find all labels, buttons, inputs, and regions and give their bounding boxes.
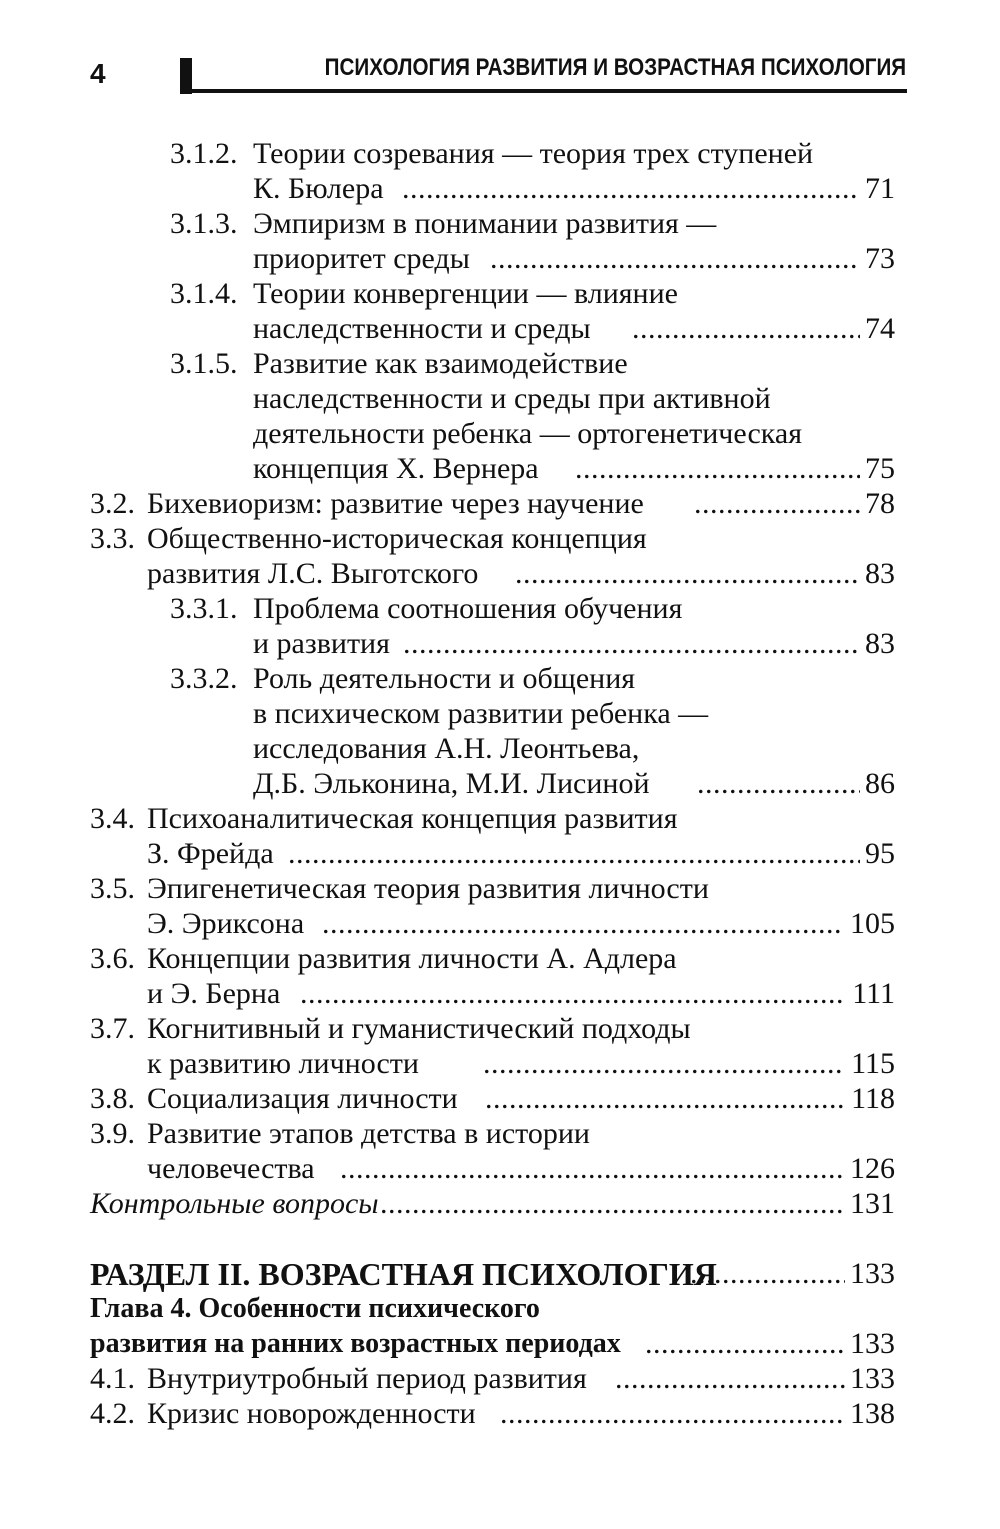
toc-number: 3.7. xyxy=(90,1012,135,1045)
toc-line xyxy=(0,557,1000,591)
page-number: 4 xyxy=(90,58,106,89)
dot-leader xyxy=(403,627,860,661)
toc-entry-3-5 xyxy=(0,872,1000,906)
toc-title-line: К. Бюлера xyxy=(253,172,384,205)
section-heading: РАЗДЕЛ II. ВОЗРАСТНАЯ ПСИХОЛОГИЯ xyxy=(90,1256,717,1292)
toc-number: 3.1.3. xyxy=(170,207,238,240)
toc-title-line: Контрольные вопросы xyxy=(90,1187,379,1220)
toc-entry-3-8 xyxy=(0,1082,1000,1116)
toc-page: 131 xyxy=(850,1187,895,1220)
toc-number: 3.9. xyxy=(90,1117,135,1150)
dot-leader xyxy=(690,1257,845,1291)
toc-title-line: Концепции развития личности А. Адлера xyxy=(147,942,677,975)
toc-line xyxy=(0,382,1000,416)
dot-leader xyxy=(490,242,860,276)
toc-number: 3.6. xyxy=(90,942,135,975)
toc-title-line: Когнитивный и гуманистический подходы xyxy=(147,1012,691,1045)
toc-number: 3.3.1. xyxy=(170,592,238,625)
chapter-heading: Глава 4. Особенности психического xyxy=(90,1293,540,1324)
dot-leader xyxy=(288,837,860,871)
toc-number: 3.1.4. xyxy=(170,277,238,310)
toc-page: 133 xyxy=(850,1327,895,1360)
toc-entry-chapter-4 xyxy=(0,1292,1000,1326)
toc-entry-section-2 xyxy=(0,1257,1000,1291)
dot-leader xyxy=(380,1187,845,1221)
toc-entry-3-3-1 xyxy=(0,592,1000,626)
toc-title-line: приоритет среды xyxy=(253,242,470,275)
toc-title-line: и Э. Берна xyxy=(147,977,281,1010)
toc-page: 111 xyxy=(852,977,895,1010)
dot-leader xyxy=(632,312,860,346)
toc-line xyxy=(0,837,1000,871)
toc-entry-4-2 xyxy=(0,1397,1000,1431)
header-rule xyxy=(180,89,907,93)
toc-title-line: деятельности ребенка — ортогенетическая xyxy=(253,417,803,450)
toc-title-line: развития Л.С. Выготского xyxy=(147,557,479,590)
toc-number: 3.3.2. xyxy=(170,662,238,695)
chapter-heading: развития на ранних возрастных периодах xyxy=(90,1328,621,1359)
toc-entry-4-1 xyxy=(0,1362,1000,1396)
toc-entry-3-6 xyxy=(0,942,1000,976)
dot-leader xyxy=(694,487,860,521)
toc-page: 78 xyxy=(865,487,895,520)
toc-line xyxy=(0,452,1000,486)
toc-title-line: исследования А.Н. Леонтьева, xyxy=(253,732,640,765)
toc-entry-3-4 xyxy=(0,802,1000,836)
toc-title-line: Э. Эриксона xyxy=(147,907,305,940)
toc-line xyxy=(0,627,1000,661)
dot-leader xyxy=(300,977,845,1011)
toc-title-line: наследственности и среды при активной xyxy=(253,382,771,415)
toc-entry-3-3-2 xyxy=(0,662,1000,696)
toc-line xyxy=(0,1152,1000,1186)
toc-page: 95 xyxy=(865,837,895,870)
running-title: ПСИХОЛОГИЯ РАЗВИТИЯ И ВОЗРАСТНАЯ ПСИХОЛОГИЯ xyxy=(324,54,906,81)
toc-entry-3-2 xyxy=(0,487,1000,521)
toc-number: 3.4. xyxy=(90,802,135,835)
toc-entry-3-7 xyxy=(0,1012,1000,1046)
toc-page: 75 xyxy=(865,452,895,485)
toc-number: 3.1.5. xyxy=(170,347,238,380)
toc-title-line: к развитию личности xyxy=(147,1047,419,1080)
toc-page: 133 xyxy=(850,1257,895,1290)
dot-leader xyxy=(483,1047,845,1081)
toc-title-line: Психоаналитическая концепция развития xyxy=(147,802,678,835)
toc-entry-3-1-2 xyxy=(0,137,1000,171)
toc-line xyxy=(0,172,1000,206)
toc-title-line: З. Фрейда xyxy=(147,837,274,870)
toc-page: 86 xyxy=(865,767,895,800)
dot-leader xyxy=(322,907,844,941)
dot-leader xyxy=(402,172,860,206)
toc-title-line: Внутриутробный период развития xyxy=(147,1362,587,1395)
toc-line xyxy=(0,767,1000,801)
dot-leader xyxy=(615,1362,845,1396)
toc-line xyxy=(0,1327,1000,1361)
toc-title-line: Общественно-историческая концепция xyxy=(147,522,647,555)
toc-line xyxy=(0,242,1000,276)
toc-number: 4.1. xyxy=(90,1362,135,1395)
toc-title-line: Эпигенетическая теория развития личности xyxy=(147,872,709,905)
dot-leader xyxy=(340,1152,845,1186)
toc-number: 3.3. xyxy=(90,522,135,555)
toc-title-line: Проблема соотношения обучения xyxy=(253,592,683,625)
toc-line xyxy=(0,312,1000,346)
toc-line xyxy=(0,732,1000,766)
toc-entry-3-1-5 xyxy=(0,347,1000,381)
toc-page: 71 xyxy=(865,172,895,205)
toc-title-line: Теории конвергенции — влияние xyxy=(253,277,678,310)
toc-entry-3-1-4 xyxy=(0,277,1000,311)
toc-page: 83 xyxy=(865,557,895,590)
dot-leader xyxy=(575,452,860,486)
toc-page: 105 xyxy=(850,907,895,940)
toc-title-line: Роль деятельности и общения xyxy=(253,662,636,695)
dot-leader xyxy=(697,767,860,801)
toc-page: 83 xyxy=(865,627,895,660)
toc-title-line: Бихевиоризм: развитие через научение xyxy=(147,487,644,520)
toc-title-line: человечества xyxy=(147,1152,315,1185)
toc-title-line: наследственности и среды xyxy=(253,312,591,345)
dot-leader xyxy=(485,1082,845,1116)
dot-leader xyxy=(645,1327,845,1361)
toc-entry-3-1-3 xyxy=(0,207,1000,241)
toc-title-line: Социализация личности xyxy=(147,1082,458,1115)
toc-title-line: Эмпиризм в понимании развития — xyxy=(253,207,717,240)
toc-page: 138 xyxy=(850,1397,895,1430)
toc-title-line: Д.Б. Эльконина, М.И. Лисиной xyxy=(253,767,650,800)
toc-page: 126 xyxy=(850,1152,895,1185)
toc-title-line: Развитие как взаимодействие xyxy=(253,347,628,380)
toc-title-line: в психическом развитии ребенка — xyxy=(253,697,709,730)
toc-line xyxy=(0,697,1000,731)
toc-title-line: Развитие этапов детства в истории xyxy=(147,1117,590,1150)
toc-title-line: Кризис новорожденности xyxy=(147,1397,476,1430)
toc-title-line: и развития xyxy=(253,627,390,660)
toc-number: 3.1.2. xyxy=(170,137,238,170)
toc-page: 73 xyxy=(865,242,895,275)
toc-line xyxy=(0,907,1000,941)
toc-entry-3-9 xyxy=(0,1117,1000,1151)
toc-title-line: концепция Х. Вернера xyxy=(253,452,539,485)
toc-page: 74 xyxy=(865,312,895,345)
toc-number: 3.5. xyxy=(90,872,135,905)
toc-entry-review-questions xyxy=(0,1187,1000,1221)
dot-leader xyxy=(515,557,860,591)
toc-title-line: Теории созревания — теория трех ступеней xyxy=(253,137,814,170)
toc-page: 118 xyxy=(851,1082,895,1115)
toc-number: 3.8. xyxy=(90,1082,135,1115)
toc-line xyxy=(0,977,1000,1011)
dot-leader xyxy=(500,1397,845,1431)
toc-page: 133 xyxy=(850,1362,895,1395)
toc-number: 4.2. xyxy=(90,1397,135,1430)
toc-line xyxy=(0,1047,1000,1081)
toc-page: 115 xyxy=(851,1047,895,1080)
toc-number: 3.2. xyxy=(90,487,135,520)
toc-line xyxy=(0,417,1000,451)
toc-entry-3-3 xyxy=(0,522,1000,556)
